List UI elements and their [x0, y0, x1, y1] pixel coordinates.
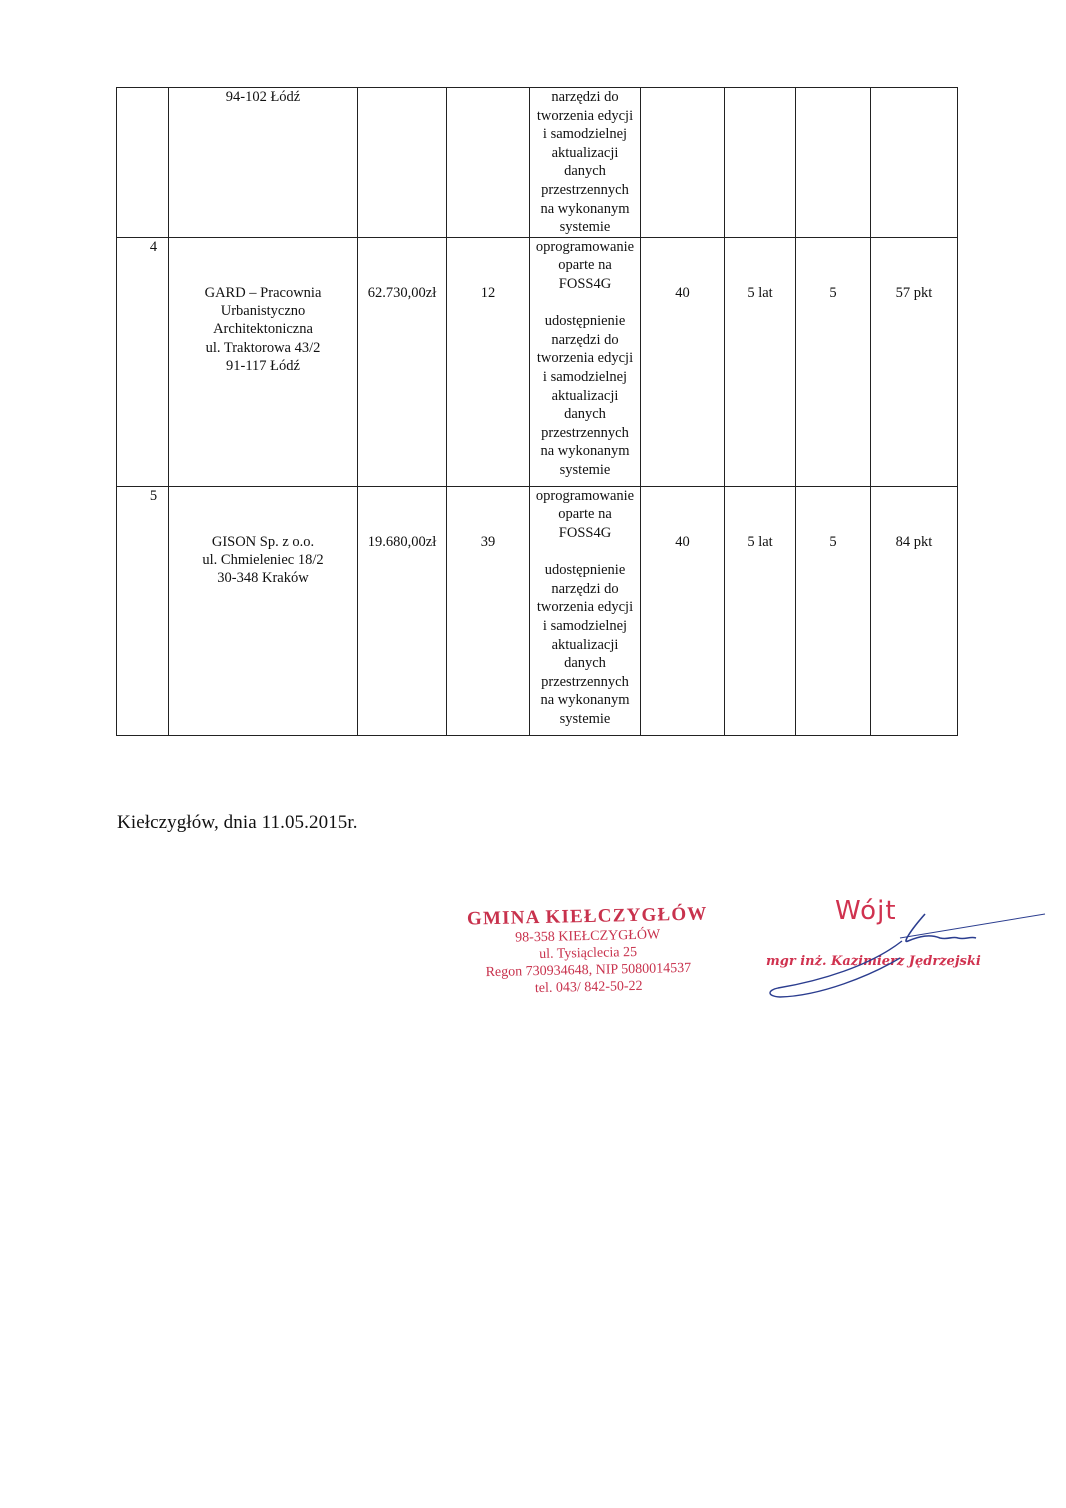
- points-cell: [796, 88, 871, 238]
- lp-cell: [117, 88, 169, 238]
- description-line: przestrzennych: [541, 424, 629, 441]
- offeror-line: ul. Chmieleniec 18/2: [202, 552, 324, 569]
- description-cell: [530, 237, 641, 486]
- description-line: narzędzi do: [551, 89, 619, 105]
- description-line: udostępnienie: [544, 313, 626, 330]
- stamp-line: Regon 730934648, NIP 5080014537: [485, 960, 692, 981]
- place-and-date: Kiełczygłów, dnia 11.05.2015r.: [117, 812, 358, 833]
- warranty-cell: [725, 88, 796, 238]
- total-cell: [871, 88, 958, 238]
- warranty-value: 5 lat: [747, 533, 773, 550]
- points-value: 5: [829, 284, 837, 301]
- price-points-cell: [447, 237, 530, 486]
- description-line: aktualizacji: [551, 144, 619, 161]
- warranty-cell: [725, 237, 796, 486]
- offeror-cell: [169, 237, 358, 486]
- description-line: tworzenia edycji: [536, 599, 634, 616]
- description-cell: [530, 486, 641, 735]
- total-value: 57 pkt: [895, 284, 933, 301]
- description-line: i samodzielnej: [542, 368, 628, 385]
- price-cell: [358, 88, 447, 238]
- lp-cell: 4: [117, 237, 169, 486]
- description-line: przestrzennych: [541, 181, 629, 198]
- table-row: [117, 486, 958, 735]
- offeror-cell: [169, 486, 358, 735]
- description-line: danych: [564, 163, 606, 180]
- stamp-line: tel. 043/ 842-50-22: [534, 978, 643, 997]
- description-line: systemie: [559, 219, 611, 236]
- offeror-line: 91-117 Łódź: [226, 357, 300, 374]
- offeror-cell: [169, 88, 358, 238]
- points-value: 5: [829, 533, 837, 550]
- description-line: oprogramowanie: [535, 487, 635, 504]
- points-cell: [796, 486, 871, 735]
- price-value: 19.680,00zł: [367, 533, 437, 550]
- points-cell: [796, 237, 871, 486]
- description-line: aktualizacji: [551, 387, 619, 404]
- total-value: 84 pkt: [895, 533, 933, 550]
- total-cell: [871, 237, 958, 486]
- price-points-cell: [447, 88, 530, 238]
- signature-title: Wójt: [835, 896, 897, 926]
- offeror-line: GARD – Pracownia: [204, 284, 322, 301]
- total-cell: [871, 486, 958, 735]
- description-line: na wykonanym: [540, 200, 630, 217]
- points-cell: [641, 88, 725, 238]
- description-line: danych: [564, 406, 606, 423]
- description-line: tworzenia edycji: [536, 107, 634, 124]
- description-line: narzędzi do: [551, 580, 619, 597]
- description-line: tworzenia edycji: [536, 350, 634, 367]
- offeror-line: 30-348 Kraków: [217, 570, 309, 587]
- signature-block: [760, 896, 1050, 1006]
- table-row: [117, 88, 958, 238]
- lp-cell: 5: [117, 486, 169, 735]
- description-line: oprogramowanie: [535, 238, 635, 255]
- offeror-line: 94-102 Łódź: [225, 89, 301, 105]
- warranty-cell: [725, 486, 796, 735]
- price-value: 62.730,00zł: [367, 284, 437, 301]
- description-line: i samodzielnej: [542, 126, 628, 143]
- price-points-cell: [447, 486, 530, 735]
- description-line: przestrzennych: [541, 673, 629, 690]
- table-row: [117, 237, 958, 486]
- description-line: i samodzielnej: [542, 617, 628, 634]
- description-cell: [530, 88, 641, 238]
- description-line: danych: [564, 655, 606, 672]
- price-points-value: 39: [480, 533, 496, 550]
- description-line: udostępnienie: [544, 562, 626, 579]
- stamp-line: ul. Tysiąclecia 25: [538, 944, 638, 963]
- description-line: na wykonanym: [540, 443, 630, 460]
- price-points-value: 12: [480, 284, 496, 301]
- handwritten-signature-icon: [760, 896, 1050, 1006]
- signature-name-stamp: mgr inż. Kazimierz Jędrzejski: [766, 954, 981, 969]
- price-cell: [358, 237, 447, 486]
- offeror-line: ul. Traktorowa 43/2: [205, 339, 321, 356]
- offeror-line: Architektoniczna: [213, 321, 313, 338]
- offeror-line: GISON Sp. z o.o.: [211, 533, 315, 550]
- points-cell: [641, 237, 725, 486]
- offers-table: [116, 87, 958, 736]
- points-value: 40: [675, 533, 690, 550]
- office-stamp: [461, 902, 715, 998]
- description-line: oparte na: [558, 506, 612, 523]
- description-line: FOSS4G: [558, 524, 612, 541]
- description-line: na wykonanym: [540, 692, 630, 709]
- warranty-value: 5 lat: [747, 284, 773, 301]
- price-cell: [358, 486, 447, 735]
- description-line: FOSS4G: [558, 275, 612, 292]
- description-line: oparte na: [558, 257, 612, 274]
- description-line: systemie: [559, 710, 611, 727]
- description-line: aktualizacji: [551, 636, 619, 653]
- stamp-title: GMINA KIEŁCZYGŁÓW: [466, 903, 708, 930]
- offeror-line: Urbanistyczno: [220, 303, 306, 320]
- points-value: 40: [675, 284, 690, 301]
- points-cell: [641, 486, 725, 735]
- stamp-line: 98-358 KIEŁCZYGŁÓW: [515, 927, 661, 946]
- description-line: systemie: [559, 461, 611, 478]
- description-line: narzędzi do: [551, 331, 619, 348]
